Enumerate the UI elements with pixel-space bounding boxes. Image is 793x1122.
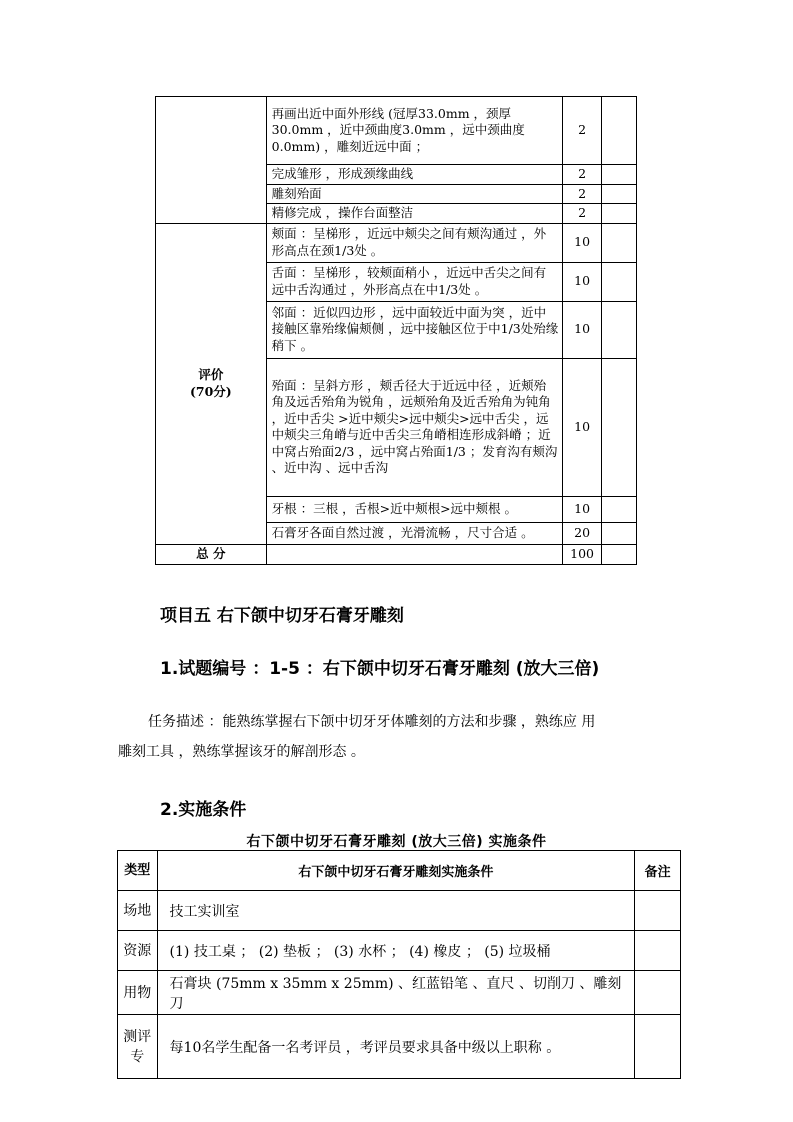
note-cell [635, 1015, 681, 1079]
note-cell [601, 301, 636, 358]
header-type: 类型 [118, 851, 158, 891]
header-condition: 右下颌中切牙石膏牙雕刻实施条件 [157, 851, 635, 891]
note-cell [635, 971, 681, 1015]
criteria-cell: 殆面 ：呈斜方形 ，颊舌径大于近远中径 ，近颊殆角及远舌殆角为锐角 ，远颊殆角及近舌殆角为钝角 ，近中舌尖 >近中颊尖>远中颊尖>远中舌尖 ，远中颊尖三角嵴与近中舌尖三角嵴相连形成斜嵴 ；近中窝占殆面2/3 ，远中窝占殆面1/3 ；发育沟有颊沟 、近中沟 、远中舌沟 [266, 358, 563, 496]
note-cell [601, 262, 636, 301]
score-cell: 20 [563, 522, 602, 544]
row-type: 资源 [118, 931, 158, 971]
row-type: 用物 [118, 971, 158, 1015]
question-title: 1.试题编号 ：1-5 ：右下颌中切牙石膏牙雕刻 (放大三倍) [160, 659, 600, 679]
note-cell [601, 358, 636, 496]
note-cell [601, 97, 636, 165]
criteria-cell: 牙根 ：三根 ，舌根>近中颊根>远中颊根 。 [266, 496, 563, 522]
score-cell: 2 [563, 97, 602, 165]
row-content: 石膏块 (75mm x 35mm x 25mm) 、红蓝铅笔 、直尺 、切削刀 、雕刻刀 [157, 971, 635, 1015]
task-description-line: 任务描述 ：能熟练掌握右下颌中切牙牙体雕刻的方法和步骤 ，熟练应 用 [148, 714, 596, 730]
score-cell: 10 [563, 262, 602, 301]
score-cell: 10 [563, 496, 602, 522]
project-title: 项目五 右下颌中切牙石膏牙雕刻 [160, 606, 404, 626]
row-type: 场地 [118, 891, 158, 931]
total-label: 总 分 [156, 544, 267, 564]
table-header-row [118, 851, 681, 891]
note-cell [601, 184, 636, 204]
note-cell [601, 204, 636, 224]
table-row [118, 931, 681, 971]
criteria-cell: 精修完成 ，操作台面整洁 [266, 204, 563, 224]
row-content: (1) 技工桌 ； (2) 垫板 ； (3) 水杯 ； (4) 橡皮 ； (5) 垃圾桶 [157, 931, 635, 971]
score-cell: 2 [563, 165, 602, 185]
conditions-caption: 右下颌中切牙石膏牙雕刻 (放大三倍) 实施条件 [246, 834, 547, 850]
table-row [156, 97, 637, 165]
note-cell [601, 544, 636, 564]
row-type: 测评专 [118, 1015, 158, 1079]
note-cell [601, 223, 636, 262]
note-cell [601, 165, 636, 185]
score-cell: 10 [563, 358, 602, 496]
row-content: 技工实训室 [157, 891, 635, 931]
total-score: 100 [563, 544, 602, 564]
evaluation-label: 评价 [198, 367, 224, 382]
criteria-cell: 雕刻殆面 [266, 184, 563, 204]
table-cell [156, 97, 267, 224]
task-description-line: 雕刻工具 ，熟练掌握该牙的解剖形态 。 [118, 744, 365, 760]
table-row [156, 223, 637, 262]
table-row [118, 891, 681, 931]
criteria-cell: 颊面 ：呈梯形 ，近远中颊尖之间有颊沟通过 ，外形高点在颈1/3处 。 [266, 223, 563, 262]
table-row [118, 971, 681, 1015]
score-cell: 2 [563, 204, 602, 224]
row-content: 每10名学生配备一名考评员 ，考评员要求具备中级以上职称 。 [157, 1015, 635, 1079]
criteria-cell: 邻面 ：近似四边形 ，远中面较近中面为突 ，近中接触区靠殆缘偏颊侧 ，远中接触区位于中1/3处殆缘稍下 。 [266, 301, 563, 358]
conditions-heading: 2.实施条件 [160, 800, 247, 820]
note-cell [601, 496, 636, 522]
criteria-cell: 完成雏形 ，形成颈缘曲线 [266, 165, 563, 185]
table-cell [266, 544, 563, 564]
note-cell [601, 522, 636, 544]
score-cell: 10 [563, 223, 602, 262]
header-note: 备注 [635, 851, 681, 891]
score-cell: 2 [563, 184, 602, 204]
total-row [156, 544, 637, 564]
note-cell [635, 931, 681, 971]
note-cell [635, 891, 681, 931]
criteria-cell: 石膏牙各面自然过渡 ，光滑流畅 ，尺寸合适 。 [266, 522, 563, 544]
conditions-table [117, 850, 681, 1079]
evaluation-points: (70分) [189, 383, 232, 399]
criteria-cell: 再画出近中面外形线 (冠厚33.0mm ，颈厚30.0mm ，近中颈曲度3.0mm ，远中颈曲度0.0mm) ，雕刻近远中面 ； [266, 97, 563, 165]
evaluation-label-cell [156, 223, 267, 544]
table-row [118, 1015, 681, 1079]
criteria-cell: 舌面 ：呈梯形 ，较颊面稍小 ，近远中舌尖之间有远中舌沟通过 ，外形高点在中1/3处 。 [266, 262, 563, 301]
score-cell: 10 [563, 301, 602, 358]
evaluation-table [155, 96, 637, 565]
